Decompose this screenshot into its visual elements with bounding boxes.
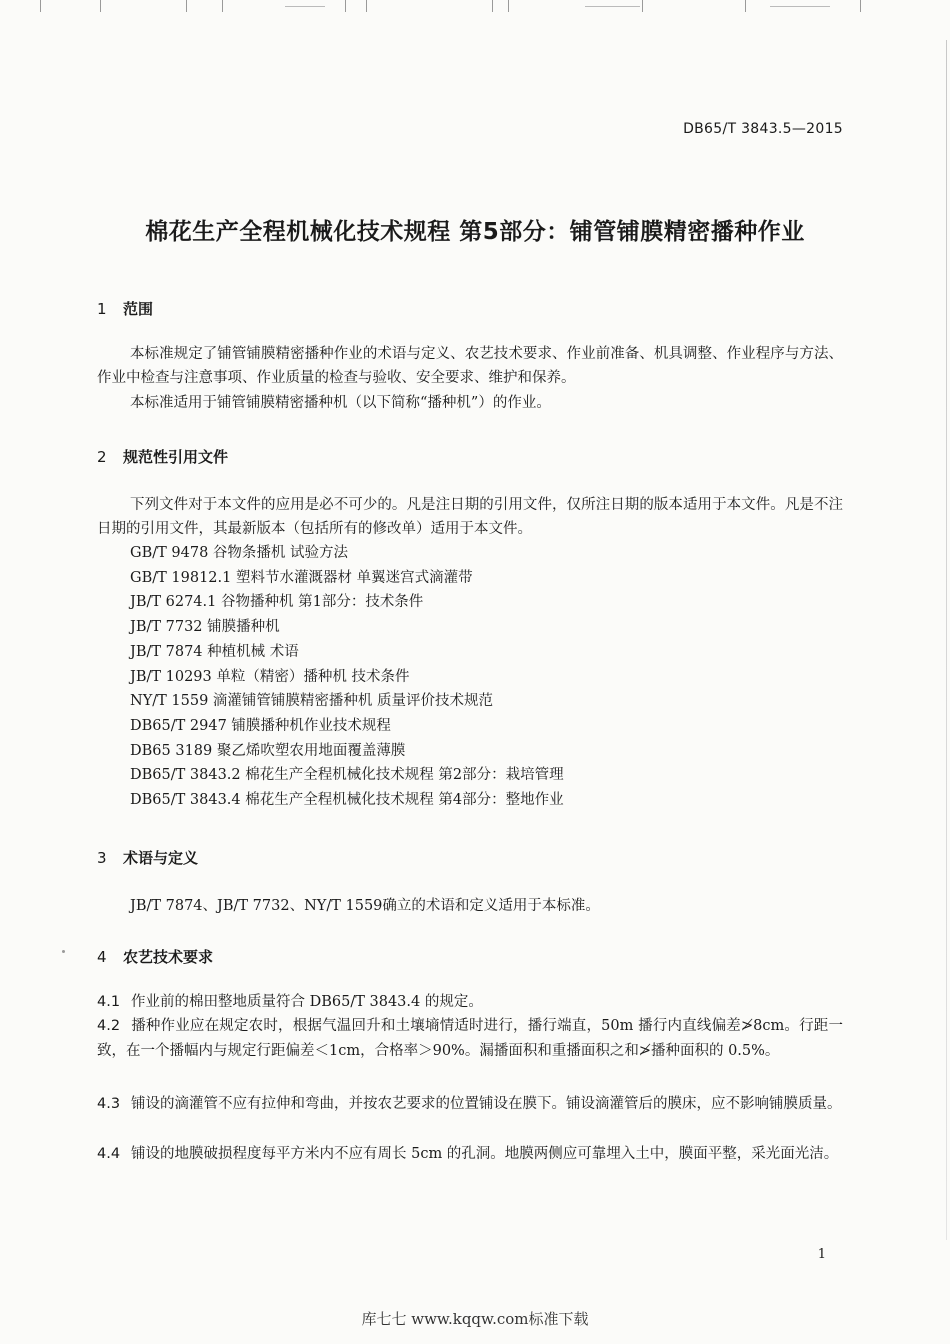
clause-text: 铺设的滴灌管不应有拉伸和弯曲，并按农艺要求的位置铺设在膜下。铺设滴灌管后的膜床，应不影响铺膜质量。 — [131, 1096, 842, 1112]
clause-4-2 — [97, 1014, 843, 1063]
reference-item: DB65 3189 聚乙烯吹塑农用地面覆盖薄膜 — [130, 742, 406, 759]
section-heading-scope — [97, 298, 153, 319]
clause-4-1 — [97, 990, 843, 1015]
clause-number: 4.2 — [97, 1018, 121, 1034]
reference-item: DB65/T 3843.4 棉花生产全程机械化技术规程 第4部分：整地作业 — [130, 792, 564, 809]
clause-text: 铺设的地膜破损程度每平方米内不应有周长 5cm 的孔洞。地膜两侧应可靠埋入土中，膜面平整，采光面光洁。 — [131, 1146, 839, 1162]
reference-item: JB/T 7732 铺膜播种机 — [130, 619, 280, 636]
page-number: 1 — [817, 1247, 826, 1262]
document-title: 棉花生产全程机械化技术规程 第5部分：铺管铺膜精密播种作业 — [145, 219, 805, 245]
references-intro: 下列文件对于本文件的应用是必不可少的。凡是注日期的引用文件，仅所注日期的版本适用于本文件。凡是不注日期的引用文件，其最新版本（包括所有的修改单）适用于本文件。 — [97, 497, 843, 537]
section-number: 2 — [97, 448, 107, 466]
site-watermark: 库七七 www.kqqw.com标准下载 — [361, 1310, 589, 1328]
scan-edge-marks — [0, 0, 950, 14]
clause-text: 播种作业应在规定农时，根据气温回升和土壤墒情适时进行，播行端直，50m 播行内直线偏差≯8cm。行距一致，在一个播幅内与规定行距偏差＜1cm，合格率＞90%。漏播面积和重播面积之和≯播种面积的 0.5%。 — [97, 1018, 843, 1059]
section-heading-references — [97, 446, 228, 467]
reference-item: JB/T 10293 单粒（精密）播种机 技术条件 — [130, 668, 410, 685]
reference-list — [130, 541, 564, 813]
section-heading-terms — [97, 847, 198, 868]
section-number: 3 — [97, 849, 107, 867]
clause-4-4 — [97, 1142, 843, 1167]
clause-number: 4.3 — [97, 1096, 121, 1112]
clause-4-3 — [97, 1092, 843, 1117]
scan-speck — [62, 950, 65, 953]
section-title: 范围 — [123, 300, 154, 318]
section-number: 1 — [97, 300, 107, 318]
clause-text: 作业前的棉田整地质量符合 DB65/T 3843.4 的规定。 — [131, 994, 483, 1010]
section-title: 规范性引用文件 — [123, 448, 229, 466]
reference-item: JB/T 7874 种植机械 术语 — [130, 643, 299, 660]
reference-item: GB/T 9478 谷物条播机 试验方法 — [130, 545, 349, 561]
reference-item: NY/T 1559 滴灌铺管铺膜精密播种机 质量评价技术规范 — [130, 693, 494, 710]
reference-item: GB/T 19812.1 塑料节水灌溉器材 单翼迷宫式滴灌带 — [130, 569, 473, 586]
section-number: 4 — [97, 948, 107, 966]
clause-number: 4.1 — [97, 994, 121, 1010]
terms-paragraph: JB/T 7874、JB/T 7732、NY/T 1559确立的术语和定义适用于本标准。 — [130, 898, 600, 914]
scope-applicability: 本标准适用于铺管铺膜精密播种机（以下简称“播种机”）的作业。 — [130, 395, 551, 411]
section-title: 术语与定义 — [123, 849, 199, 867]
reference-item: DB65/T 2947 铺膜播种机作业技术规程 — [130, 717, 391, 734]
scope-paragraph: 本标准规定了铺管铺膜精密播种作业的术语与定义、农艺技术要求、作业前准备、机具调整、作业程序与方法、作业中检查与注意事项、作业质量的检查与验收、安全要求、维护和保养。 — [97, 346, 843, 386]
section-title: 农艺技术要求 — [123, 948, 214, 966]
clause-number: 4.4 — [97, 1146, 121, 1162]
reference-item: DB65/T 3843.2 棉花生产全程机械化技术规程 第2部分：栽培管理 — [130, 767, 564, 784]
document-code: DB65/T 3843.5—2015 — [683, 121, 843, 137]
reference-item: JB/T 6274.1 谷物播种机 第1部分：技术条件 — [130, 594, 424, 611]
section-heading-agronomy — [97, 946, 213, 967]
